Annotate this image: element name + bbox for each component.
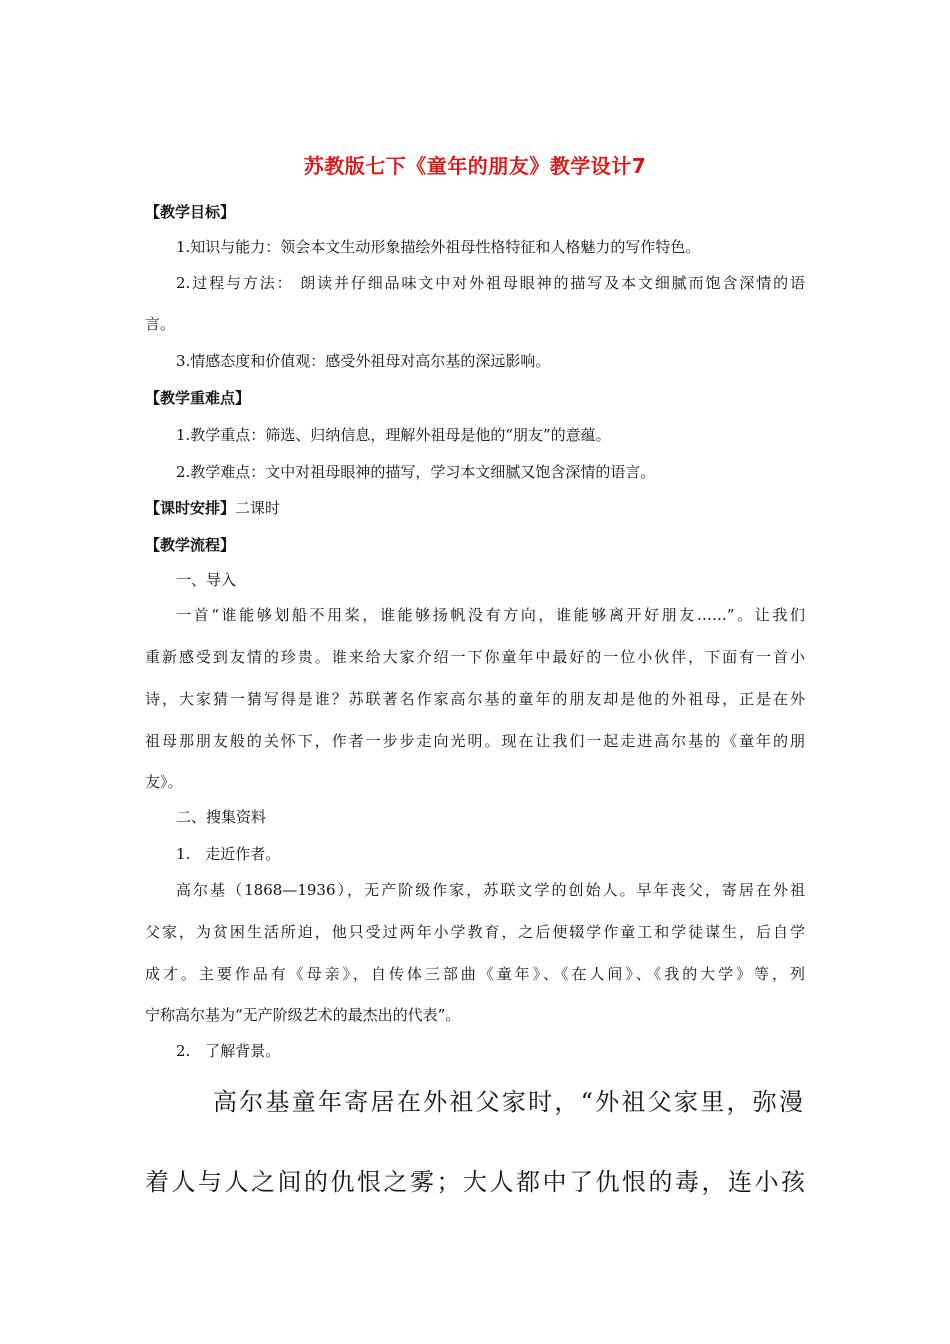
intro-line-4: 祖母那朋友般的关怀下，作者一步步走向光明。现在让我们一起走进高尔基的《童年的朋 [145,732,805,750]
objectives-line-3: 言。 [145,315,176,333]
key-points-heading: 【教学重难点】 [145,389,251,407]
intro-line-1: 一首“谁能够划船不用桨，谁能够扬帆没有方向，谁能够离开好朋友……”。让我们 [176,606,805,624]
objectives-line-4: 3.情感态度和价值观：感受外祖母对高尔基的深远影响。 [176,352,551,370]
schedule-value: 二课时 [235,499,281,517]
author-line-3: 成才。主要作品有《母亲》，自传体三部曲《童年》、《在人间》、《我的大学》等，列 [145,965,805,983]
objectives-heading: 【教学目标】 [145,203,236,221]
objectives-line-2: 2.过程与方法： 朗读并仔细品味文中对外祖母眼神的描写及本文细腻而饱含深情的语 [176,274,805,292]
document-title: 苏教版七下《童年的朋友》教学设计7 [303,154,647,178]
background-heading: 2. 了解背景。 [176,1042,281,1060]
intro-line-5: 友》。 [145,773,183,791]
intro-line-3: 诗，大家猜一猜写得是谁？苏联著名作家高尔基的童年的朋友却是他的外祖母，正是在外 [145,690,805,708]
background-line-1: 高尔基童年寄居在外祖父家时，“外祖父家里，弥漫 [213,1088,803,1116]
process-heading: 【教学流程】 [145,536,236,554]
materials-heading: 二、搜集资料 [176,808,267,826]
key-points-line-2: 2.教学难点：文中对祖母眼神的描写，学习本文细腻又饱含深情的语言。 [176,463,656,481]
intro-heading: 一、导入 [176,571,237,589]
schedule-heading [145,498,280,518]
key-points-line-1: 1.教学重点：筛选、归纳信息，理解外祖母是他的“朋友”的意蕴。 [176,426,611,444]
author-heading: 1. 走近作者。 [176,845,281,863]
intro-line-2: 重新感受到友情的珍贵。谁来给大家介绍一下你童年中最好的一位小伙伴，下面有一首小 [145,648,805,666]
background-line-2: 着人与人之间的仇恨之雾；大人都中了仇恨的毒，连小孩 [145,1168,805,1196]
author-line-2: 父家，为贫困生活所迫，他只受过两年小学教育，之后便辍学作童工和学徒谋生，后自学 [145,923,805,941]
author-line-4: 宁称高尔基为“无产阶级艺术的最杰出的代表”。 [145,1006,461,1024]
author-line-1: 高尔基（1868—1936），无产阶级作家，苏联文学的创始人。早年丧父，寄居在外祖 [176,881,805,899]
schedule-label: 【课时安排】 [145,499,236,517]
objectives-line-1: 1.知识与能力：领会本文生动形象描绘外祖母性格特征和人格魅力的写作特色。 [176,238,701,256]
